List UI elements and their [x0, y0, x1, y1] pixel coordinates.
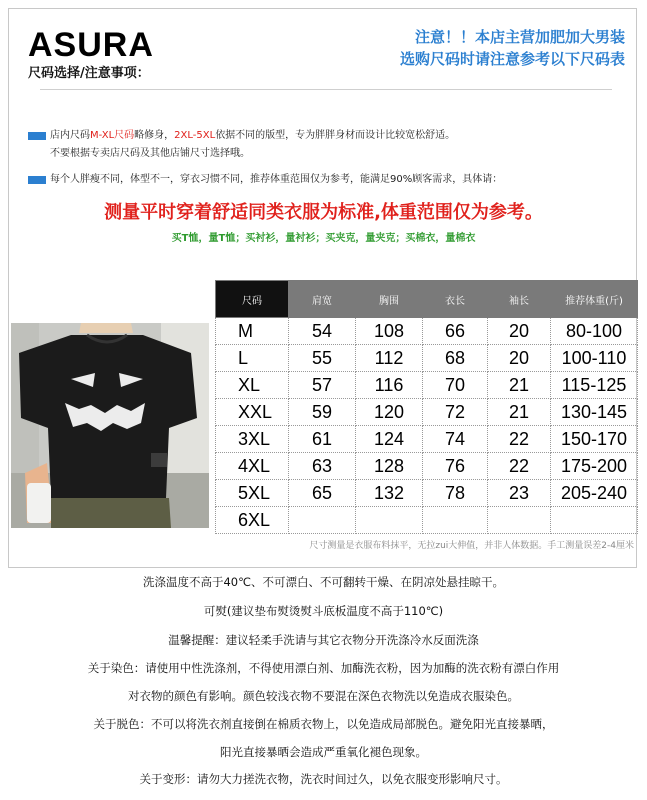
- cell-chest: 112: [356, 345, 423, 372]
- cell-chest: [356, 507, 423, 534]
- cell-shoulder: 63: [289, 453, 356, 480]
- cell-shoulder: [289, 507, 356, 534]
- cell-size: 4XL: [216, 453, 289, 480]
- table-note: 尺寸测量是衣服布料抹平，无拉zui大伸值，并非人体数据。手工测量误差2-4厘米: [309, 541, 634, 551]
- care-line-4: 关于染色：请使用中性洗涤剂，不得使用漂白剂、加酶洗衣粉，因为加酶的洗衣粉有漂白作用: [87, 661, 560, 675]
- cell-length: 74: [423, 426, 488, 453]
- cell-length: 70: [423, 372, 488, 399]
- cell-weight: 100-110: [551, 345, 638, 372]
- note-highlight: 2XL-5XL: [174, 130, 216, 141]
- notice: [400, 26, 625, 70]
- cell-size: 3XL: [216, 426, 289, 453]
- table-row: [216, 426, 638, 453]
- care-line-7: 阳光直接暴晒会造成严重氧化褪色现象。: [220, 745, 427, 759]
- cell-chest: 128: [356, 453, 423, 480]
- cell-chest: 120: [356, 399, 423, 426]
- cell-sleeve: 20: [488, 318, 551, 345]
- cell-size: XXL: [216, 399, 289, 426]
- cell-shoulder: 54: [289, 318, 356, 345]
- care-line-8: 关于变形：请勿大力搓洗衣物，洗衣时间过久，以免衣服变形影响尺寸。: [139, 772, 508, 786]
- cell-shoulder: 65: [289, 480, 356, 507]
- note-text: 略修身，: [134, 130, 175, 141]
- tshirt-model-image: [11, 323, 209, 528]
- bullet-icon: [28, 176, 46, 184]
- note-line-2: 不要根据专卖店尺码及其他店铺尺寸选择哦。: [50, 148, 250, 159]
- measure-tips: 买T恤，量T恤；买衬衫，量衬衫；买夹克，量夹克；买棉衣，量棉衣: [171, 233, 476, 244]
- cell-weight: 150-170: [551, 426, 638, 453]
- care-line-6: 关于脱色：不可以将洗衣剂直接倒在棉质衣物上，以免造成局部脱色。避免阳光直接暴晒，: [93, 717, 554, 731]
- brand-logo: ASURA: [28, 26, 154, 64]
- cell-weight: 205-240: [551, 480, 638, 507]
- table-row: [216, 372, 638, 399]
- cell-chest: 108: [356, 318, 423, 345]
- cell-length: 78: [423, 480, 488, 507]
- notice-line-2: 选购尺码时请注意参考以下尺码表: [399, 50, 625, 68]
- table-row: [216, 399, 638, 426]
- note-text: 店内尺码: [50, 130, 90, 141]
- cell-chest: 132: [356, 480, 423, 507]
- table-row: [216, 345, 638, 372]
- cell-length: 68: [423, 345, 488, 372]
- note-line-1: [50, 129, 455, 143]
- cell-sleeve: 20: [488, 345, 551, 372]
- note-line-3: 每个人胖瘦不同，体型不一，穿衣习惯不同，推荐体重范围仅为参考，能满足90%顾客需求，具体请：: [50, 174, 503, 185]
- size-chart-table: [215, 280, 638, 534]
- cell-shoulder: 61: [289, 426, 356, 453]
- table-header-row: [216, 281, 638, 318]
- note-highlight: M-XL尺码: [90, 130, 135, 141]
- cell-length: 76: [423, 453, 488, 480]
- care-line-1: 洗涤温度不高于40℃、不可漂白、不可翻转干燥、在阴凉处悬挂晾干。: [142, 575, 505, 589]
- cell-chest: 124: [356, 426, 423, 453]
- col-chest-header: 胸围: [356, 281, 423, 318]
- care-line-5: 对衣物的颜色有影响。颜色较浅衣物不要混在深色衣物洗以免造成衣服染色。: [128, 689, 519, 703]
- cell-length: [423, 507, 488, 534]
- col-shoulder-header: 肩宽: [289, 281, 356, 318]
- cell-size: 6XL: [216, 507, 289, 534]
- cell-size: 5XL: [216, 480, 289, 507]
- care-line-2: 可熨(建议垫布熨烫熨斗底板温度不高于110℃): [203, 604, 444, 618]
- table-row: [216, 453, 638, 480]
- notice-line-1: 注意！！本店主营加肥加大男装: [414, 28, 625, 46]
- cell-length: 66: [423, 318, 488, 345]
- cell-chest: 116: [356, 372, 423, 399]
- care-line-3: 温馨提醒：建议轻柔手洗请与其它衣物分开洗涤冷水反面洗涤: [168, 633, 479, 647]
- bullet-icon: [28, 132, 46, 140]
- subtitle: 尺码选择/注意事项：: [28, 66, 150, 81]
- cell-size: XL: [216, 372, 289, 399]
- table-row: [216, 480, 638, 507]
- product-photo: [11, 323, 209, 528]
- cell-shoulder: 57: [289, 372, 356, 399]
- table-row: [216, 507, 638, 534]
- col-sleeve-header: 袖长: [488, 281, 551, 318]
- cell-size: L: [216, 345, 289, 372]
- cell-weight: 175-200: [551, 453, 638, 480]
- cell-size: M: [216, 318, 289, 345]
- cell-shoulder: 55: [289, 345, 356, 372]
- col-length-header: 衣长: [423, 281, 488, 318]
- cell-length: 72: [423, 399, 488, 426]
- cell-sleeve: 21: [488, 399, 551, 426]
- cell-sleeve: 23: [488, 480, 551, 507]
- cell-shoulder: 59: [289, 399, 356, 426]
- cell-weight: 115-125: [551, 372, 638, 399]
- cell-sleeve: 22: [488, 453, 551, 480]
- cell-weight: [551, 507, 638, 534]
- col-weight-header: 推荐体重(斤): [551, 281, 638, 318]
- divider: [40, 89, 612, 90]
- note-text: 依据不同的版型，专为胖胖身材而设计比较宽松舒适。: [215, 130, 456, 141]
- headline: 测量平时穿着舒适同类衣服为标准,体重范围仅为参考。: [104, 202, 543, 223]
- col-size-header: 尺码: [216, 281, 289, 318]
- cell-sleeve: [488, 507, 551, 534]
- cell-sleeve: 22: [488, 426, 551, 453]
- cell-sleeve: 21: [488, 372, 551, 399]
- cell-weight: 130-145: [551, 399, 638, 426]
- cell-weight: 80-100: [551, 318, 638, 345]
- table-row: [216, 318, 638, 345]
